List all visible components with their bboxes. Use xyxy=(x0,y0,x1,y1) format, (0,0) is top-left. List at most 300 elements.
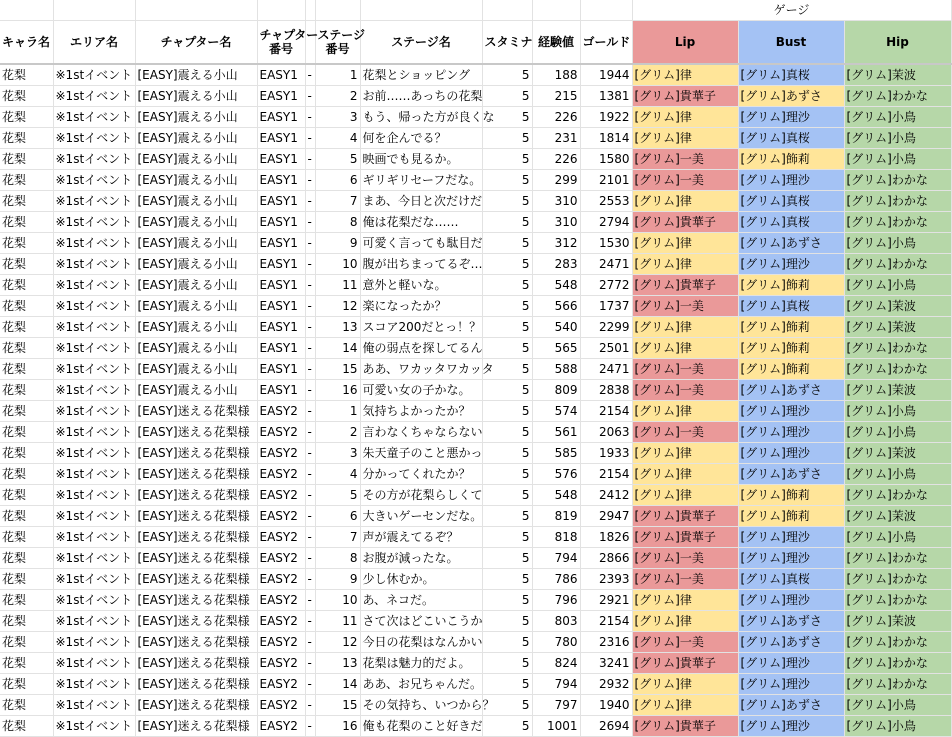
cell-stamina[interactable]: 5 xyxy=(482,358,532,379)
cell-dash[interactable]: - xyxy=(305,694,315,715)
cell-stage-no[interactable]: 13 xyxy=(315,652,360,673)
cell-chara[interactable]: 花梨 xyxy=(0,547,53,568)
cell-bust[interactable]: [グリム]飾莉 xyxy=(738,274,844,295)
cell-exp[interactable]: 576 xyxy=(532,463,580,484)
cell-dash[interactable]: - xyxy=(305,526,315,547)
cell-gold[interactable]: 1933 xyxy=(580,442,632,463)
cell-area[interactable]: ※1stイベント xyxy=(53,673,135,694)
header-gold[interactable]: ゴールド xyxy=(580,21,632,64)
cell-lip[interactable]: [グリム]律 xyxy=(632,463,738,484)
cell-exp[interactable]: 540 xyxy=(532,316,580,337)
cell-lip[interactable]: [グリム]律 xyxy=(632,106,738,127)
cell-dash[interactable]: - xyxy=(305,232,315,253)
cell-area[interactable]: ※1stイベント xyxy=(53,106,135,127)
cell-lip[interactable]: [グリム]律 xyxy=(632,610,738,631)
cell-chapter-no[interactable]: EASY1 xyxy=(257,127,305,148)
cell-hip[interactable]: [グリム]小鳥 xyxy=(844,106,951,127)
cell-gold[interactable]: 2316 xyxy=(580,631,632,652)
cell-hip[interactable]: [グリム]茉波 xyxy=(844,379,951,400)
cell-dash[interactable]: - xyxy=(305,253,315,274)
cell-chara[interactable]: 花梨 xyxy=(0,148,53,169)
cell-stamina[interactable]: 5 xyxy=(482,169,532,190)
cell-chapter-no[interactable]: EASY2 xyxy=(257,526,305,547)
cell-bust[interactable]: [グリム]理沙 xyxy=(738,400,844,421)
cell-chapter-no[interactable]: EASY2 xyxy=(257,421,305,442)
cell-dash[interactable]: - xyxy=(305,148,315,169)
cell-dash[interactable]: - xyxy=(305,169,315,190)
cell-chapter[interactable]: [EASY]震える小山 xyxy=(135,127,257,148)
cell-stamina[interactable]: 5 xyxy=(482,253,532,274)
cell-chapter-no[interactable]: EASY2 xyxy=(257,505,305,526)
cell-dash[interactable]: - xyxy=(305,316,315,337)
cell-exp[interactable]: 794 xyxy=(532,547,580,568)
cell-bust[interactable]: [グリム]真桜 xyxy=(738,295,844,316)
cell-chapter[interactable]: [EASY]迷える花梨様 xyxy=(135,526,257,547)
cell-chara[interactable]: 花梨 xyxy=(0,505,53,526)
cell-stage[interactable]: その方が花梨らしくて xyxy=(360,484,482,505)
cell-chara[interactable]: 花梨 xyxy=(0,337,53,358)
cell-area[interactable]: ※1stイベント xyxy=(53,358,135,379)
cell-stamina[interactable]: 5 xyxy=(482,421,532,442)
cell-chapter[interactable]: [EASY]迷える花梨様 xyxy=(135,484,257,505)
cell-exp[interactable]: 299 xyxy=(532,169,580,190)
cell-bust[interactable]: [グリム]あずさ xyxy=(738,85,844,106)
cell-dash[interactable]: - xyxy=(305,589,315,610)
cell-gold[interactable]: 2932 xyxy=(580,673,632,694)
cell-chapter-no[interactable]: EASY2 xyxy=(257,547,305,568)
cell-chapter[interactable]: [EASY]迷える花梨様 xyxy=(135,652,257,673)
cell-exp[interactable]: 780 xyxy=(532,631,580,652)
cell-stamina[interactable]: 5 xyxy=(482,379,532,400)
cell-chapter[interactable]: [EASY]迷える花梨様 xyxy=(135,631,257,652)
header-chapter-no[interactable] xyxy=(257,21,319,64)
cell-stage[interactable]: もう、帰った方が良くな xyxy=(360,106,482,127)
cell-lip[interactable]: [グリム]律 xyxy=(632,190,738,211)
cell-chapter-no[interactable]: EASY2 xyxy=(257,694,305,715)
cell-chapter-no[interactable]: EASY1 xyxy=(257,316,305,337)
cell-area[interactable]: ※1stイベント xyxy=(53,232,135,253)
cell-stage[interactable]: 映画でも見るか。 xyxy=(360,148,482,169)
cell-stage-no[interactable]: 2 xyxy=(315,85,360,106)
cell-chapter-no[interactable]: EASY1 xyxy=(257,232,305,253)
cell-chapter[interactable]: [EASY]震える小山 xyxy=(135,232,257,253)
cell-lip[interactable]: [グリム]貴華子 xyxy=(632,652,738,673)
cell-chapter[interactable]: [EASY]迷える花梨様 xyxy=(135,589,257,610)
cell-exp[interactable]: 312 xyxy=(532,232,580,253)
cell-chara[interactable]: 花梨 xyxy=(0,85,53,106)
cell-lip[interactable]: [グリム]一美 xyxy=(632,379,738,400)
cell-area[interactable]: ※1stイベント xyxy=(53,127,135,148)
cell-bust[interactable]: [グリム]飾莉 xyxy=(738,316,844,337)
cell-exp[interactable]: 574 xyxy=(532,400,580,421)
cell-stage-no[interactable]: 9 xyxy=(315,568,360,589)
cell-stage[interactable]: 気持ちよかったか？ xyxy=(360,400,482,421)
cell-bust[interactable]: [グリム]理沙 xyxy=(738,673,844,694)
cell-stage[interactable]: 俺の弱点を探してるん xyxy=(360,337,482,358)
cell-chara[interactable]: 花梨 xyxy=(0,526,53,547)
cell-area[interactable]: ※1stイベント xyxy=(53,526,135,547)
cell-stage-no[interactable]: 8 xyxy=(315,211,360,232)
header-chapter[interactable]: チャプター名 xyxy=(135,21,257,64)
cell-hip[interactable]: [グリム]茉波 xyxy=(844,64,951,86)
cell-stamina[interactable]: 5 xyxy=(482,547,532,568)
cell-stamina[interactable]: 5 xyxy=(482,715,532,736)
cell-gold[interactable]: 2553 xyxy=(580,190,632,211)
cell-gold[interactable]: 1737 xyxy=(580,295,632,316)
cell-chapter-no[interactable]: EASY2 xyxy=(257,673,305,694)
cell-chara[interactable]: 花梨 xyxy=(0,316,53,337)
cell-hip[interactable]: [グリム]小鳥 xyxy=(844,421,951,442)
cell-hip[interactable]: [グリム]わかな xyxy=(844,589,951,610)
cell-area[interactable]: ※1stイベント xyxy=(53,148,135,169)
cell-stamina[interactable]: 5 xyxy=(482,652,532,673)
cell-bust[interactable]: [グリム]あずさ xyxy=(738,379,844,400)
cell-lip[interactable]: [グリム]律 xyxy=(632,316,738,337)
cell-gold[interactable]: 2063 xyxy=(580,421,632,442)
cell-stage[interactable]: あ、ネコだ。 xyxy=(360,589,482,610)
header-bust[interactable]: Bust xyxy=(738,21,844,64)
cell-lip[interactable]: [グリム]律 xyxy=(632,673,738,694)
cell-stage-no[interactable]: 11 xyxy=(315,274,360,295)
cell-exp[interactable]: 283 xyxy=(532,253,580,274)
cell-stamina[interactable]: 5 xyxy=(482,64,532,86)
cell-chapter-no[interactable]: EASY2 xyxy=(257,400,305,421)
cell-lip[interactable]: [グリム]律 xyxy=(632,64,738,86)
cell-chapter-no[interactable]: EASY1 xyxy=(257,190,305,211)
cell-lip[interactable]: [グリム]律 xyxy=(632,484,738,505)
cell-chapter-no[interactable]: EASY2 xyxy=(257,463,305,484)
cell-lip[interactable]: [グリム]一美 xyxy=(632,547,738,568)
cell-chara[interactable]: 花梨 xyxy=(0,589,53,610)
cell-stamina[interactable]: 5 xyxy=(482,211,532,232)
cell-stage[interactable]: ああ、ワカッタワカッタ xyxy=(360,358,482,379)
header-exp[interactable]: 経験値 xyxy=(532,21,580,64)
cell-chara[interactable]: 花梨 xyxy=(0,274,53,295)
cell-stamina[interactable]: 5 xyxy=(482,316,532,337)
cell-stage-no[interactable]: 3 xyxy=(315,442,360,463)
cell-exp[interactable]: 824 xyxy=(532,652,580,673)
cell-area[interactable]: ※1stイベント xyxy=(53,694,135,715)
cell-gold[interactable]: 1381 xyxy=(580,85,632,106)
cell-chapter-no[interactable]: EASY1 xyxy=(257,274,305,295)
cell-gold[interactable]: 2299 xyxy=(580,316,632,337)
cell-stamina[interactable]: 5 xyxy=(482,127,532,148)
cell-exp[interactable]: 548 xyxy=(532,274,580,295)
cell-chapter[interactable]: [EASY]迷える花梨様 xyxy=(135,610,257,631)
cell-dash[interactable]: - xyxy=(305,568,315,589)
cell-stamina[interactable]: 5 xyxy=(482,190,532,211)
cell-stage[interactable]: お前……あっちの花梨 xyxy=(360,85,482,106)
cell-lip[interactable]: [グリム]貴華子 xyxy=(632,715,738,736)
cell-exp[interactable]: 231 xyxy=(532,127,580,148)
cell-chara[interactable]: 花梨 xyxy=(0,463,53,484)
cell-stamina[interactable]: 5 xyxy=(482,463,532,484)
cell-chara[interactable]: 花梨 xyxy=(0,715,53,736)
cell-dash[interactable]: - xyxy=(305,64,315,86)
cell-lip[interactable]: [グリム]律 xyxy=(632,589,738,610)
cell-chapter-no[interactable]: EASY1 xyxy=(257,64,305,86)
cell-stage[interactable]: ああ、お兄ちゃんだ。 xyxy=(360,673,482,694)
cell-chapter[interactable]: [EASY]震える小山 xyxy=(135,148,257,169)
cell-chapter-no[interactable]: EASY1 xyxy=(257,85,305,106)
cell-gold[interactable]: 2694 xyxy=(580,715,632,736)
cell-lip[interactable]: [グリム]一美 xyxy=(632,295,738,316)
cell-lip[interactable]: [グリム]一美 xyxy=(632,358,738,379)
cell-chara[interactable]: 花梨 xyxy=(0,652,53,673)
cell-gold[interactable]: 2101 xyxy=(580,169,632,190)
cell-stage[interactable]: 朱天童子のこと悪かっ xyxy=(360,442,482,463)
cell-hip[interactable]: [グリム]茉波 xyxy=(844,442,951,463)
cell-chapter[interactable]: [EASY]震える小山 xyxy=(135,106,257,127)
cell-area[interactable]: ※1stイベント xyxy=(53,295,135,316)
header-stamina[interactable]: スタミナ xyxy=(482,21,532,64)
cell-exp[interactable]: 561 xyxy=(532,421,580,442)
cell-dash[interactable]: - xyxy=(305,274,315,295)
cell-stage-no[interactable]: 14 xyxy=(315,337,360,358)
cell-chapter[interactable]: [EASY]迷える花梨様 xyxy=(135,442,257,463)
cell-chapter[interactable]: [EASY]迷える花梨様 xyxy=(135,673,257,694)
cell-hip[interactable]: [グリム]わかな xyxy=(844,169,951,190)
cell-bust[interactable]: [グリム]あずさ xyxy=(738,694,844,715)
cell-stage-no[interactable]: 1 xyxy=(315,400,360,421)
cell-chapter[interactable]: [EASY]震える小山 xyxy=(135,274,257,295)
cell-gold[interactable]: 1530 xyxy=(580,232,632,253)
cell-stage-no[interactable]: 12 xyxy=(315,295,360,316)
header-stage[interactable]: ステージ名 xyxy=(360,21,482,64)
cell-chapter-no[interactable]: EASY2 xyxy=(257,652,305,673)
cell-area[interactable]: ※1stイベント xyxy=(53,253,135,274)
cell-chapter-no[interactable]: EASY1 xyxy=(257,295,305,316)
cell-stage[interactable]: スコア200だとっ！？ xyxy=(360,316,482,337)
cell-stage-no[interactable]: 10 xyxy=(315,253,360,274)
cell-dash[interactable]: - xyxy=(305,106,315,127)
cell-bust[interactable]: [グリム]理沙 xyxy=(738,526,844,547)
cell-area[interactable]: ※1stイベント xyxy=(53,64,135,86)
cell-chara[interactable]: 花梨 xyxy=(0,631,53,652)
cell-gold[interactable]: 2866 xyxy=(580,547,632,568)
cell-stage[interactable]: 大きいゲーセンだな。 xyxy=(360,505,482,526)
cell-stage[interactable]: 可愛く言っても駄目だ xyxy=(360,232,482,253)
cell-gold[interactable]: 2794 xyxy=(580,211,632,232)
cell-stamina[interactable]: 5 xyxy=(482,295,532,316)
cell-exp[interactable]: 565 xyxy=(532,337,580,358)
cell-stage[interactable]: まあ、今日と次だけだ xyxy=(360,190,482,211)
cell-exp[interactable]: 548 xyxy=(532,484,580,505)
cell-bust[interactable]: [グリム]真桜 xyxy=(738,568,844,589)
cell-area[interactable]: ※1stイベント xyxy=(53,568,135,589)
cell-chara[interactable]: 花梨 xyxy=(0,169,53,190)
cell-area[interactable]: ※1stイベント xyxy=(53,715,135,736)
cell-dash[interactable]: - xyxy=(305,442,315,463)
cell-exp[interactable]: 796 xyxy=(532,589,580,610)
cell-hip[interactable]: [グリム]茉波 xyxy=(844,316,951,337)
cell-bust[interactable]: [グリム]理沙 xyxy=(738,421,844,442)
cell-hip[interactable]: [グリム]わかな xyxy=(844,547,951,568)
cell-exp[interactable]: 819 xyxy=(532,505,580,526)
cell-chapter-no[interactable]: EASY1 xyxy=(257,169,305,190)
cell-lip[interactable]: [グリム]一美 xyxy=(632,169,738,190)
cell-stage-no[interactable]: 7 xyxy=(315,526,360,547)
cell-chapter[interactable]: [EASY]震える小山 xyxy=(135,295,257,316)
header-stage-no[interactable] xyxy=(315,21,366,64)
cell-chapter-no[interactable]: EASY1 xyxy=(257,106,305,127)
cell-stage-no[interactable]: 11 xyxy=(315,610,360,631)
cell-chapter[interactable]: [EASY]震える小山 xyxy=(135,316,257,337)
cell-stage[interactable]: 花梨は魅力的だよ。 xyxy=(360,652,482,673)
cell-chara[interactable]: 花梨 xyxy=(0,610,53,631)
cell-chapter-no[interactable]: EASY1 xyxy=(257,337,305,358)
cell-stage-no[interactable]: 4 xyxy=(315,463,360,484)
cell-lip[interactable]: [グリム]律 xyxy=(632,337,738,358)
cell-stage[interactable]: 可愛い女の子かな。 xyxy=(360,379,482,400)
cell-stage-no[interactable]: 7 xyxy=(315,190,360,211)
cell-stamina[interactable]: 5 xyxy=(482,484,532,505)
cell-dash[interactable]: - xyxy=(305,190,315,211)
cell-stage[interactable]: 腹が出ちまってるぞ… xyxy=(360,253,482,274)
cell-chapter[interactable]: [EASY]震える小山 xyxy=(135,211,257,232)
cell-chapter[interactable]: [EASY]震える小山 xyxy=(135,190,257,211)
cell-area[interactable]: ※1stイベント xyxy=(53,337,135,358)
cell-stage-no[interactable]: 6 xyxy=(315,169,360,190)
cell-hip[interactable]: [グリム]わかな xyxy=(844,85,951,106)
cell-chapter[interactable]: [EASY]迷える花梨様 xyxy=(135,505,257,526)
cell-stage[interactable]: 俺も花梨のこと好きだ xyxy=(360,715,482,736)
cell-area[interactable]: ※1stイベント xyxy=(53,652,135,673)
cell-stage-no[interactable]: 13 xyxy=(315,316,360,337)
cell-stage[interactable]: お腹が減ったな。 xyxy=(360,547,482,568)
cell-stage-no[interactable]: 5 xyxy=(315,148,360,169)
cell-area[interactable]: ※1stイベント xyxy=(53,442,135,463)
cell-chapter-no[interactable]: EASY1 xyxy=(257,379,305,400)
cell-exp[interactable]: 803 xyxy=(532,610,580,631)
cell-chapter[interactable]: [EASY]震える小山 xyxy=(135,337,257,358)
cell-stage-no[interactable]: 16 xyxy=(315,379,360,400)
cell-gold[interactable]: 1922 xyxy=(580,106,632,127)
cell-hip[interactable]: [グリム]わかな xyxy=(844,190,951,211)
cell-stage[interactable]: 言わなくちゃならない xyxy=(360,421,482,442)
cell-bust[interactable]: [グリム]理沙 xyxy=(738,106,844,127)
cell-dash[interactable]: - xyxy=(305,610,315,631)
cell-chara[interactable]: 花梨 xyxy=(0,421,53,442)
cell-bust[interactable]: [グリム]理沙 xyxy=(738,589,844,610)
cell-stage-no[interactable]: 8 xyxy=(315,547,360,568)
cell-bust[interactable]: [グリム]真桜 xyxy=(738,127,844,148)
cell-lip[interactable]: [グリム]律 xyxy=(632,232,738,253)
cell-stage-no[interactable]: 6 xyxy=(315,505,360,526)
cell-chapter[interactable]: [EASY]迷える花梨様 xyxy=(135,421,257,442)
cell-dash[interactable]: - xyxy=(305,85,315,106)
cell-stamina[interactable]: 5 xyxy=(482,148,532,169)
cell-dash[interactable]: - xyxy=(305,547,315,568)
cell-stamina[interactable]: 5 xyxy=(482,337,532,358)
cell-lip[interactable]: [グリム]律 xyxy=(632,127,738,148)
cell-lip[interactable]: [グリム]一美 xyxy=(632,568,738,589)
cell-dash[interactable]: - xyxy=(305,421,315,442)
cell-gold[interactable]: 1940 xyxy=(580,694,632,715)
cell-dash[interactable]: - xyxy=(305,127,315,148)
cell-gold[interactable]: 2471 xyxy=(580,253,632,274)
cell-chapter-no[interactable]: EASY2 xyxy=(257,715,305,736)
cell-exp[interactable]: 188 xyxy=(532,64,580,86)
cell-area[interactable]: ※1stイベント xyxy=(53,85,135,106)
cell-gold[interactable]: 2154 xyxy=(580,610,632,631)
gauge-title[interactable]: ゲージ xyxy=(632,0,951,21)
cell-chapter-no[interactable]: EASY2 xyxy=(257,568,305,589)
cell-stage[interactable]: ギリギリセーフだな。 xyxy=(360,169,482,190)
cell-exp[interactable]: 818 xyxy=(532,526,580,547)
cell-dash[interactable]: - xyxy=(305,652,315,673)
cell-stage-no[interactable]: 9 xyxy=(315,232,360,253)
cell-exp[interactable]: 809 xyxy=(532,379,580,400)
cell-stage[interactable]: 花梨とショッピング xyxy=(360,64,482,86)
cell-exp[interactable]: 566 xyxy=(532,295,580,316)
cell-bust[interactable]: [グリム]真桜 xyxy=(738,211,844,232)
cell-chara[interactable]: 花梨 xyxy=(0,358,53,379)
cell-hip[interactable]: [グリム]わかな xyxy=(844,652,951,673)
cell-hip[interactable]: [グリム]小鳥 xyxy=(844,148,951,169)
cell-gold[interactable]: 2838 xyxy=(580,379,632,400)
cell-gold[interactable]: 1826 xyxy=(580,526,632,547)
cell-dash[interactable]: - xyxy=(305,631,315,652)
cell-exp[interactable]: 794 xyxy=(532,673,580,694)
cell-dash[interactable]: - xyxy=(305,295,315,316)
cell-lip[interactable]: [グリム]律 xyxy=(632,694,738,715)
cell-gold[interactable]: 2393 xyxy=(580,568,632,589)
cell-gold[interactable]: 2471 xyxy=(580,358,632,379)
cell-chapter-no[interactable]: EASY2 xyxy=(257,484,305,505)
cell-chapter-no[interactable]: EASY2 xyxy=(257,442,305,463)
cell-chapter[interactable]: [EASY]震える小山 xyxy=(135,169,257,190)
cell-bust[interactable]: [グリム]飾莉 xyxy=(738,337,844,358)
cell-dash[interactable]: - xyxy=(305,211,315,232)
cell-stamina[interactable]: 5 xyxy=(482,610,532,631)
cell-stamina[interactable]: 5 xyxy=(482,589,532,610)
cell-lip[interactable]: [グリム]一美 xyxy=(632,421,738,442)
cell-dash[interactable]: - xyxy=(305,358,315,379)
cell-hip[interactable]: [グリム]わかな xyxy=(844,484,951,505)
cell-dash[interactable]: - xyxy=(305,337,315,358)
cell-area[interactable]: ※1stイベント xyxy=(53,631,135,652)
cell-bust[interactable]: [グリム]飾莉 xyxy=(738,148,844,169)
cell-stage-no[interactable]: 12 xyxy=(315,631,360,652)
cell-dash[interactable]: - xyxy=(305,484,315,505)
cell-dash[interactable]: - xyxy=(305,400,315,421)
cell-chara[interactable]: 花梨 xyxy=(0,64,53,86)
cell-chara[interactable]: 花梨 xyxy=(0,211,53,232)
cell-hip[interactable]: [グリム]わかな xyxy=(844,253,951,274)
cell-chara[interactable]: 花梨 xyxy=(0,484,53,505)
cell-stage[interactable]: 少し休むか。 xyxy=(360,568,482,589)
cell-dash[interactable]: - xyxy=(305,463,315,484)
cell-chapter[interactable]: [EASY]震える小山 xyxy=(135,85,257,106)
cell-area[interactable]: ※1stイベント xyxy=(53,169,135,190)
cell-area[interactable]: ※1stイベント xyxy=(53,589,135,610)
cell-chapter-no[interactable]: EASY1 xyxy=(257,211,305,232)
cell-chapter-no[interactable]: EASY2 xyxy=(257,589,305,610)
cell-bust[interactable]: [グリム]飾莉 xyxy=(738,505,844,526)
cell-area[interactable]: ※1stイベント xyxy=(53,547,135,568)
cell-chapter[interactable]: [EASY]迷える花梨様 xyxy=(135,568,257,589)
cell-chapter[interactable]: [EASY]震える小山 xyxy=(135,358,257,379)
cell-stage-no[interactable]: 5 xyxy=(315,484,360,505)
cell-gold[interactable]: 1944 xyxy=(580,64,632,86)
cell-hip[interactable]: [グリム]茉波 xyxy=(844,295,951,316)
cell-bust[interactable]: [グリム]理沙 xyxy=(738,652,844,673)
cell-hip[interactable]: [グリム]わかな xyxy=(844,631,951,652)
cell-stage[interactable]: 声が震えてるぞ？ xyxy=(360,526,482,547)
cell-hip[interactable]: [グリム]わかな xyxy=(844,358,951,379)
cell-chapter-no[interactable]: EASY1 xyxy=(257,358,305,379)
